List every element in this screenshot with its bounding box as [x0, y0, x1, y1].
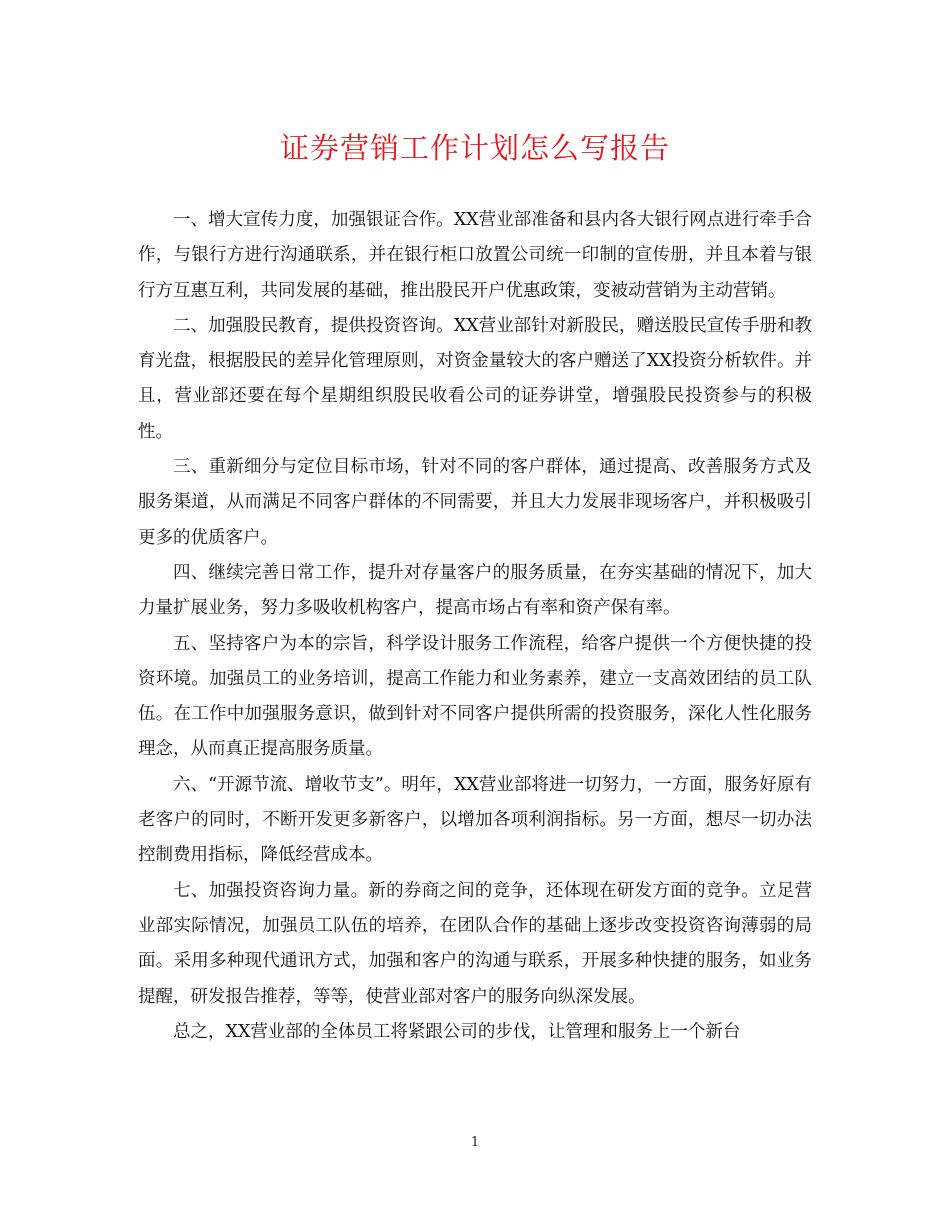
- paragraph-8: 总之，XX营业部的全体员工将紧跟公司的步伐，让管理和服务上一个新台: [173, 1021, 741, 1042]
- paragraph-5: 五、坚持客户为本的宗旨，科学设计服务工作流程，给客户提供一个方便快捷的投资环境。加强员工的业务培训，提高工作能力和业务素养，建立一支高效团结的员工队伍。在工作中加强服务意识，做到针对不同客户提供所需的投资服务，深化人性化服务理念，从而真正提高服务质量。: [138, 633, 812, 760]
- paragraph-3: 三、重新细分与定位目标市场，针对不同的客户群体，通过提高、改善服务方式及服务渠道，从而满足不同客户群体的不同需要，并且大力发展非现场客户，并积极吸引更多的优质客户。: [138, 457, 812, 548]
- paragraph-4: 四、继续完善日常工作，提升对存量客户的服务质量，在夯实基础的情况下，加大力量扩展业务，努力多吸收机构客户，提高市场占有率和资产保有率。: [138, 562, 812, 619]
- paragraph-7: 七、加强投资咨询力量。新的券商之间的竞争，还体现在研发方面的竞争。立足营业部实际情况，加强员工队伍的培养，在团队合作的基础上逐步改变投资咨询薄弱的局面。采用多种现代通讯方式，加强和客户的沟通与联系，开展多种快捷的服务，如业务提醒，研发报告推荐，等等，使营业部对客户的服务向纵深发展。: [138, 880, 812, 1007]
- document-title: 证券营销工作计划怎么写报告: [279, 131, 670, 165]
- page-number: 1: [470, 1135, 480, 1150]
- paragraph-6: 六、“开源节流、增收节支”。明年，XX营业部将进一切努力，一方面，服务好原有老客户的同时，不断开发更多新客户，以增加各项利润指标。另一方面，想尽一切办法控制费用指标，降低经营成本。: [138, 774, 812, 866]
- document-body: [138, 203, 812, 1050]
- paragraph-1: 一、增大宣传力度，加强银证合作。XX营业部准备和县内各大银行网点进行牵手合作，与银行方进行沟通联系，并在银行柜口放置公司统一印制的宣传册，并且本着与银行方互惠互利，共同发展的基础，推出股民开户优惠政策，变被动营销为主动营销。: [138, 210, 812, 301]
- paragraph-2: 二、加强股民教育，提供投资咨询。XX营业部针对新股民，赠送股民宣传手册和教育光盘，根据股民的差异化管理原则，对资金量较大的客户赠送了XX投资分析软件。并且，营业部还要在每个星期组织股民收看公司的证券讲堂，增强股民投资参与的积极性。: [138, 315, 812, 442]
